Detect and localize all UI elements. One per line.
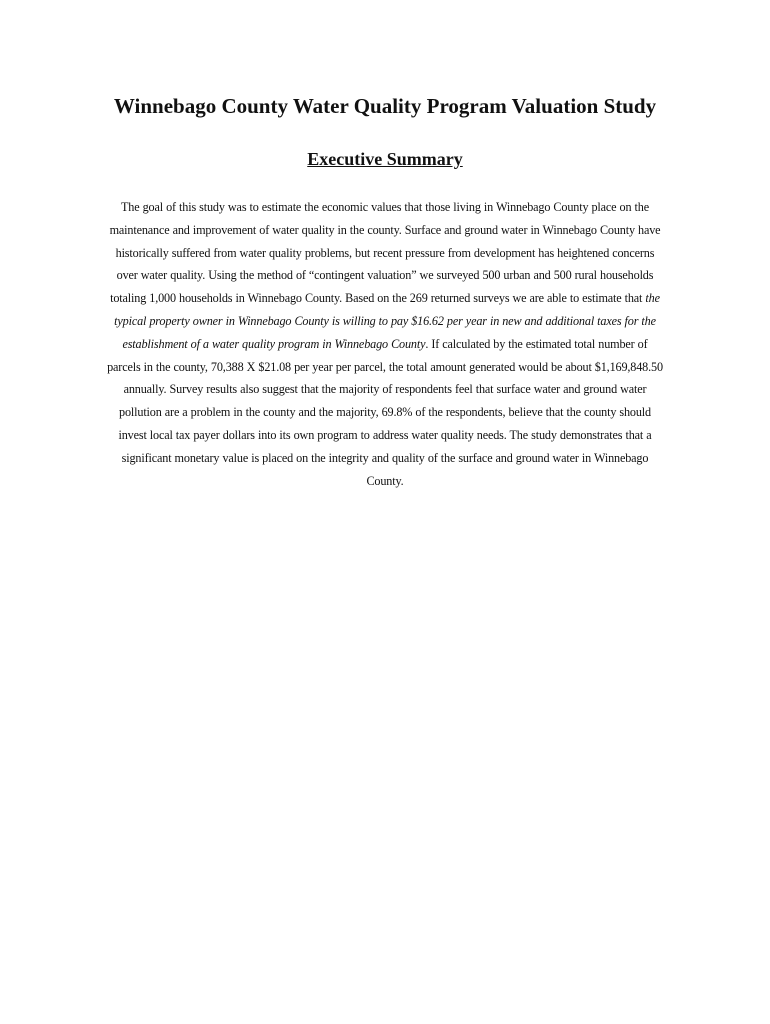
- document-title: Winnebago County Water Quality Program Valuation Study: [113, 94, 657, 118]
- summary-text-part-1: The goal of this study was to estimate the economic values that those living in Winnebago County place on the maintenance and improvement of water quality in the county. Surface and ground water in Winnebago County have historically suffered from water quality problems, but recent pressure from development has heightened concerns over water quality. Using the method of “contingent valuation” we surveyed 500 urban and 500 rural households totaling 1,000 households in Winnebago County. Based on the 269 returned surveys we are able to estimate that: [109, 200, 661, 306]
- executive-summary-paragraph: [106, 196, 664, 492]
- summary-text-part-2: . If calculated by the estimated total number of parcels in the county, 70,388 X $21.08 per year per parcel, the total amount generated would be about $1,169,848.50 annually. Survey results also suggest that the majority of respondents feel that surface water and ground water pollution are a problem in the county and the majority, 69.8% of the respondents, believe that the county should invest local tax payer dollars into its own program to address water quality needs. The study demonstrates that a significant monetary value is placed on the integrity and quality of the surface and ground water in Winnebago County.: [107, 336, 663, 488]
- section-heading-executive-summary: Executive Summary: [307, 149, 463, 169]
- summary-emphasis-text: the typical property owner in Winnebago County is willing to pay $16.62 per year in new and additional taxes for the establishment of a water quality program in Winnebago County: [114, 291, 660, 351]
